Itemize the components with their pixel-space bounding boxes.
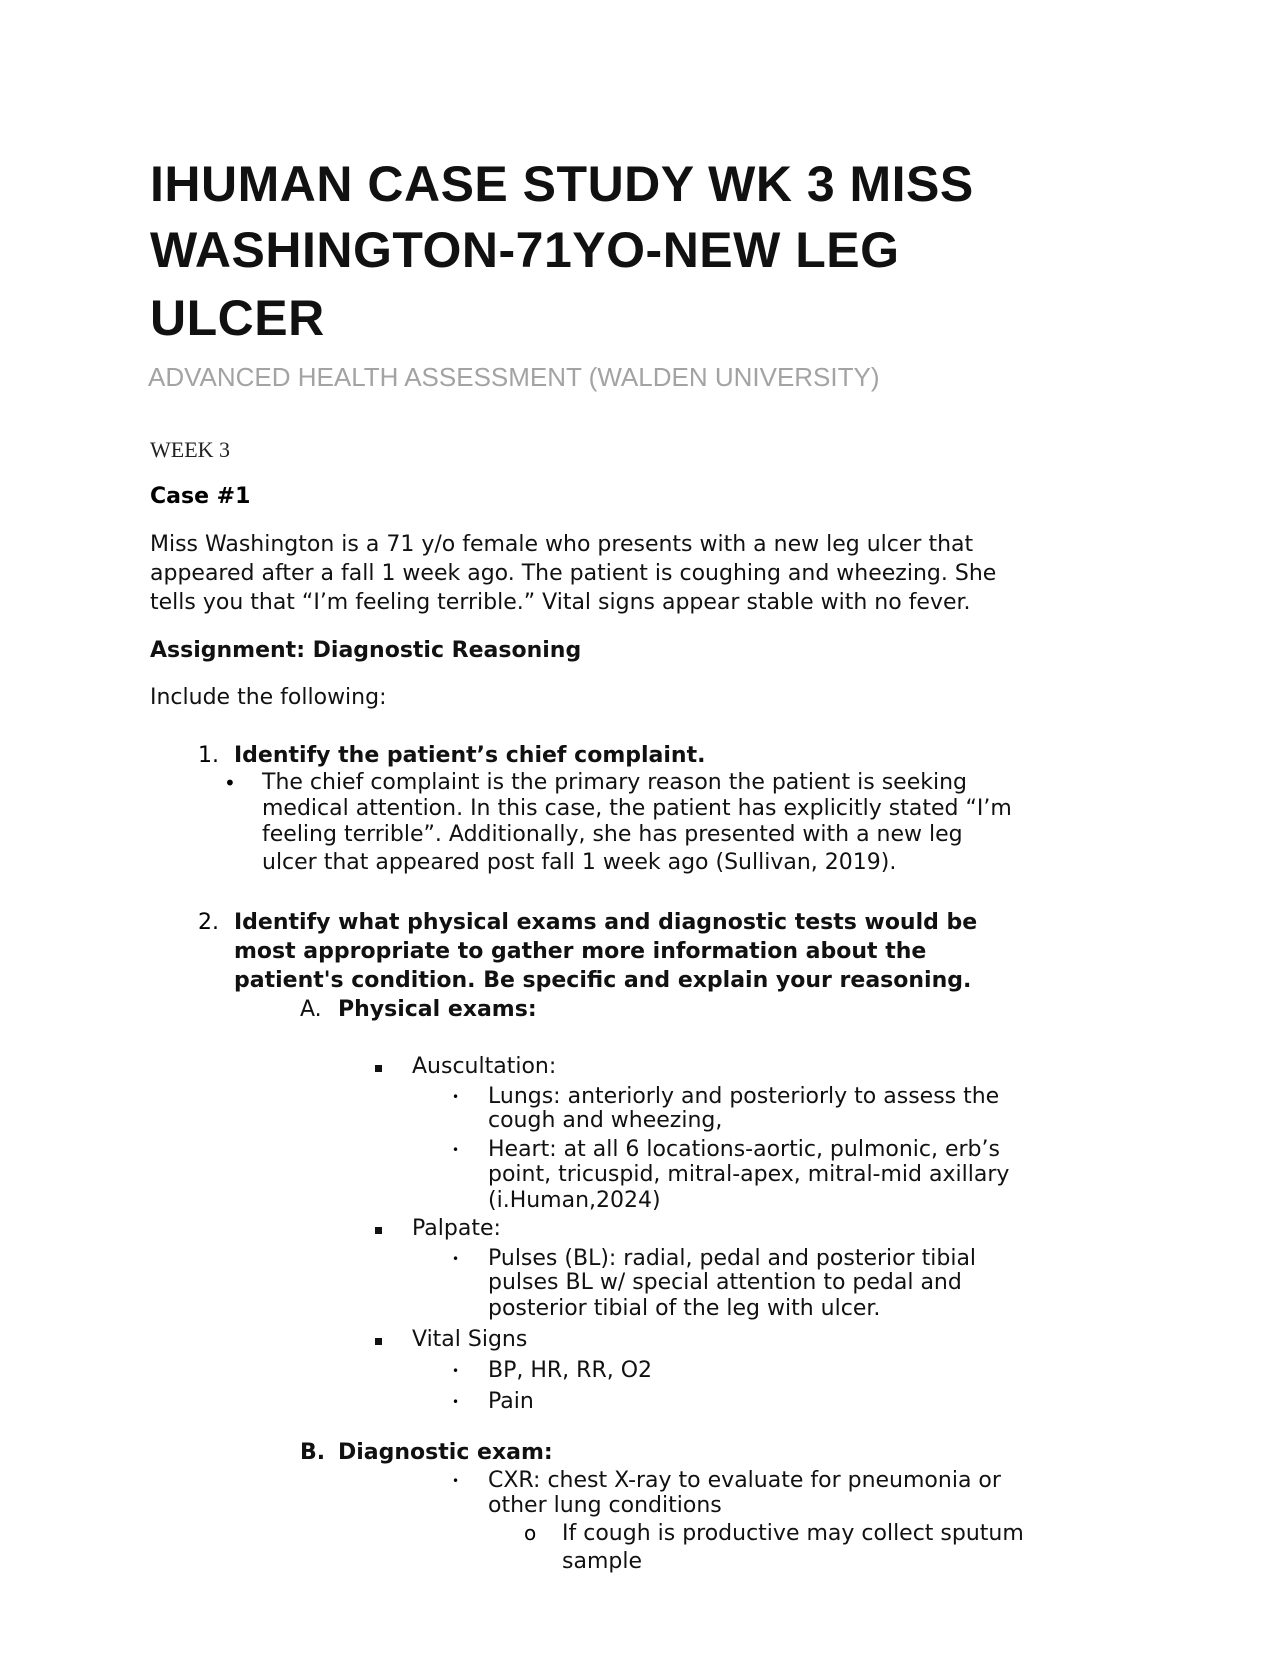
document-subtitle: ADVANCED HEALTH ASSESSMENT (WALDEN UNIVERSITY) — [148, 362, 880, 392]
small-dot-icon: • — [452, 1364, 460, 1378]
cxr-line-1: CXR: chest X-ray to evaluate for pneumonia or — [488, 1468, 1001, 1493]
case-heading: Case #1 — [150, 484, 251, 509]
small-dot-icon: • — [452, 1252, 460, 1266]
lungs-line-2: cough and wheezing, — [488, 1108, 723, 1133]
small-dot-icon: • — [452, 1395, 460, 1409]
assignment-heading: Assignment: Diagnostic Reasoning — [150, 638, 582, 663]
sputum-line-1: If cough is productive may collect sputum — [562, 1521, 1024, 1546]
case-intro-line-1: Miss Washington is a 71 y/o female who presents with a new leg ulcer that — [150, 532, 974, 557]
section-b-letter: B. — [300, 1440, 326, 1465]
small-dot-icon: • — [452, 1474, 460, 1488]
section-a-letter: A. — [300, 997, 322, 1022]
circle-bullet-icon: o — [524, 1521, 537, 1545]
lungs-line-1: Lungs: anteriorly and posteriorly to assess the — [488, 1084, 1000, 1109]
square-bullet-icon — [375, 1338, 382, 1345]
group-label-palpate: Palpate: — [412, 1216, 501, 1241]
document-title-line-2: WASHINGTON-71YO-NEW LEG — [150, 222, 900, 278]
item-2-number: 2. — [198, 910, 219, 935]
small-dot-icon: • — [452, 1090, 460, 1104]
item-2-heading-line-2: most appropriate to gather more information about the — [234, 939, 927, 964]
section-b-heading: Diagnostic exam: — [338, 1440, 553, 1465]
item-1-bullet-line-3: feeling terrible”. Additionally, she has presented with a new leg — [262, 822, 963, 847]
document-title-line-1: IHUMAN CASE STUDY WK 3 MISS — [150, 156, 974, 212]
square-bullet-icon — [375, 1227, 382, 1234]
heart-line-3: (i.Human,2024) — [488, 1188, 661, 1213]
pain-line: Pain — [488, 1389, 534, 1414]
item-1-number: 1. — [198, 743, 219, 768]
item-1-bullet-line-1: The chief complaint is the primary reason the patient is seeking — [262, 770, 967, 795]
pulses-line-2: pulses BL w/ special attention to pedal and — [488, 1270, 962, 1295]
bullet-icon: • — [224, 771, 236, 795]
cxr-line-2: other lung conditions — [488, 1493, 722, 1518]
sputum-line-2: sample — [562, 1549, 642, 1574]
case-intro-line-2: appeared after a fall 1 week ago. The patient is coughing and wheezing. She — [150, 561, 997, 586]
group-label-auscultation: Auscultation: — [412, 1054, 557, 1079]
section-a-heading: Physical exams: — [338, 997, 537, 1022]
group-label-vital-signs: Vital Signs — [412, 1327, 528, 1352]
item-1-heading: Identify the patient’s chief complaint. — [234, 743, 706, 768]
pulses-line-3: posterior tibial of the leg with ulcer. — [488, 1296, 881, 1321]
include-text: Include the following: — [150, 685, 387, 710]
document-title-line-3: ULCER — [150, 290, 325, 346]
pulses-line-1: Pulses (BL): radial, pedal and posterior tibial — [488, 1246, 977, 1271]
item-2-heading-line-1: Identify what physical exams and diagnostic tests would be — [234, 910, 978, 935]
small-dot-icon: • — [452, 1143, 460, 1157]
heart-line-1: Heart: at all 6 locations-aortic, pulmonic, erb’s — [488, 1137, 1000, 1162]
item-2-heading-line-3: patient's condition. Be specific and explain your reasoning. — [234, 968, 972, 993]
square-bullet-icon — [375, 1065, 382, 1072]
case-intro-line-3: tells you that “I’m feeling terrible.” Vital signs appear stable with no fever. — [150, 590, 971, 615]
week-label: WEEK 3 — [150, 437, 231, 462]
item-1-bullet-line-2: medical attention. In this case, the patient has explicitly stated “I’m — [262, 796, 1012, 821]
item-1-bullet-line-4: ulcer that appeared post fall 1 week ago (Sullivan, 2019). — [262, 850, 897, 875]
heart-line-2: point, tricuspid, mitral-apex, mitral-mid axillary — [488, 1162, 1010, 1187]
vitals-line: BP, HR, RR, O2 — [488, 1358, 653, 1383]
